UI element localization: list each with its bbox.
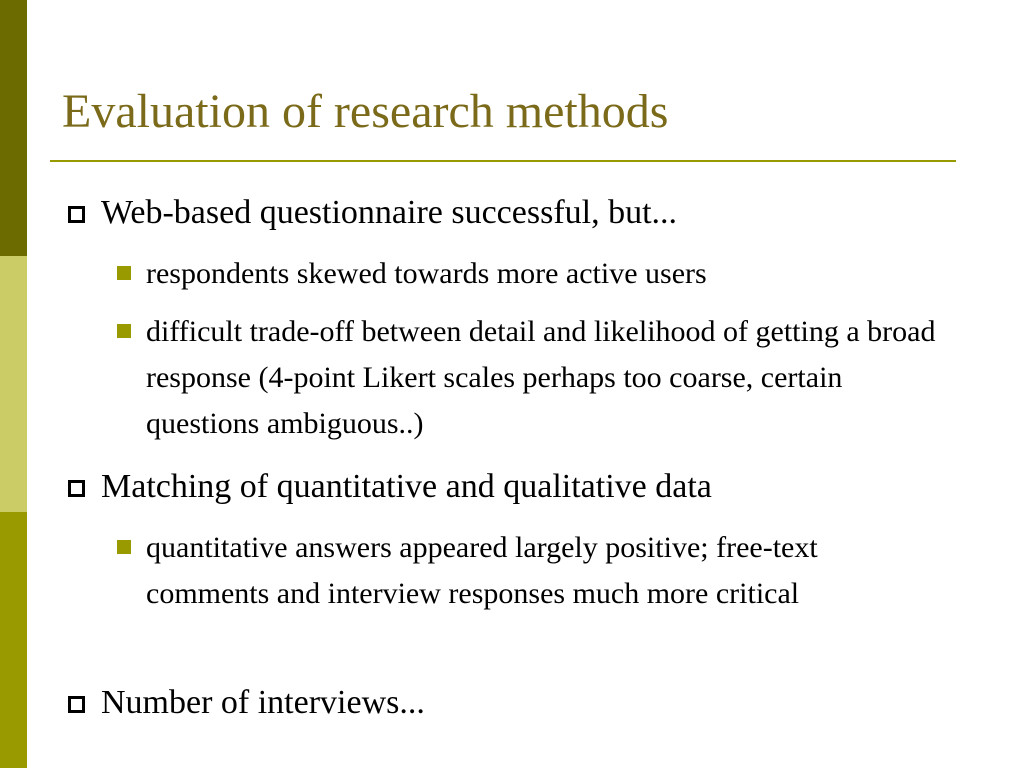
filled-square-bullet-icon: [117, 540, 131, 554]
filled-square-bullet-icon: [117, 266, 131, 280]
hollow-square-bullet-icon: [68, 696, 85, 713]
bullet-text: Web-based questionnaire successful, but...: [101, 194, 678, 231]
hollow-square-bullet-icon: [68, 480, 85, 497]
filled-square-bullet-icon: [117, 324, 131, 338]
slide-title: Evaluation of research methods: [62, 85, 669, 138]
sub-bullet-text: difficult trade-off between detail and likelihood of getting a broad response (4-point Likert scales perhaps too coarse, certain questions ambiguous..): [146, 315, 936, 440]
sub-bullet-text: quantitative answers appeared largely positive; free-text comments and interview responses much more critical: [146, 531, 818, 610]
sub-bullet-text: respondents skewed towards more active users: [146, 257, 707, 290]
hollow-square-bullet-icon: [68, 206, 85, 223]
bullet-text: Number of interviews...: [101, 684, 425, 721]
bullet-text: Matching of quantitative and qualitative data: [101, 468, 712, 505]
